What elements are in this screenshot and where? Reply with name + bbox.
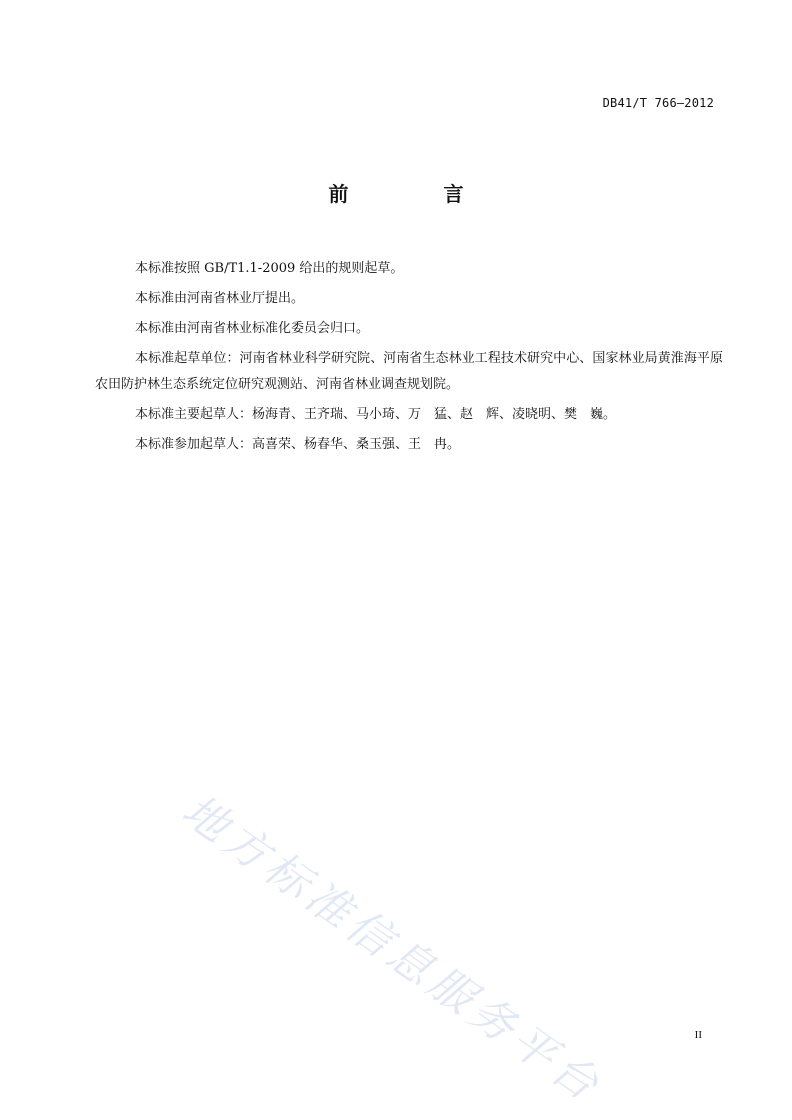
watermark: 地方标准信息服务平台 xyxy=(172,784,612,1114)
paragraph-drafting-units: 本标准起草单位：河南省林业科学研究院、河南省生态林业工程技术研究中心、国家林业局黄淮海平原农田防护林生态系统定位研究观测站、河南省林业调查规划院。 xyxy=(95,351,723,392)
standard-code: DB41/T 766—2012 xyxy=(602,96,714,110)
paragraph-drafting-rules: 本标准按照 GB/T1.1-2009 给出的规则起草。 xyxy=(135,261,404,276)
section-title: 前 言 xyxy=(328,182,508,206)
foreword-body xyxy=(95,256,723,462)
paragraph-administrator: 本标准由河南省林业标准化委员会归口。 xyxy=(135,321,370,336)
page-number: II xyxy=(694,1029,702,1041)
paragraph-proposer: 本标准由河南省林业厅提出。 xyxy=(135,291,305,306)
paragraph-participating-drafters: 本标准参加起草人：高喜荣、杨春华、桑玉强、王 冉。 xyxy=(135,437,461,452)
paragraph-main-drafters: 本标准主要起草人：杨海青、王齐瑞、马小琦、万 猛、赵 辉、凌晓明、樊 巍。 xyxy=(135,407,617,422)
